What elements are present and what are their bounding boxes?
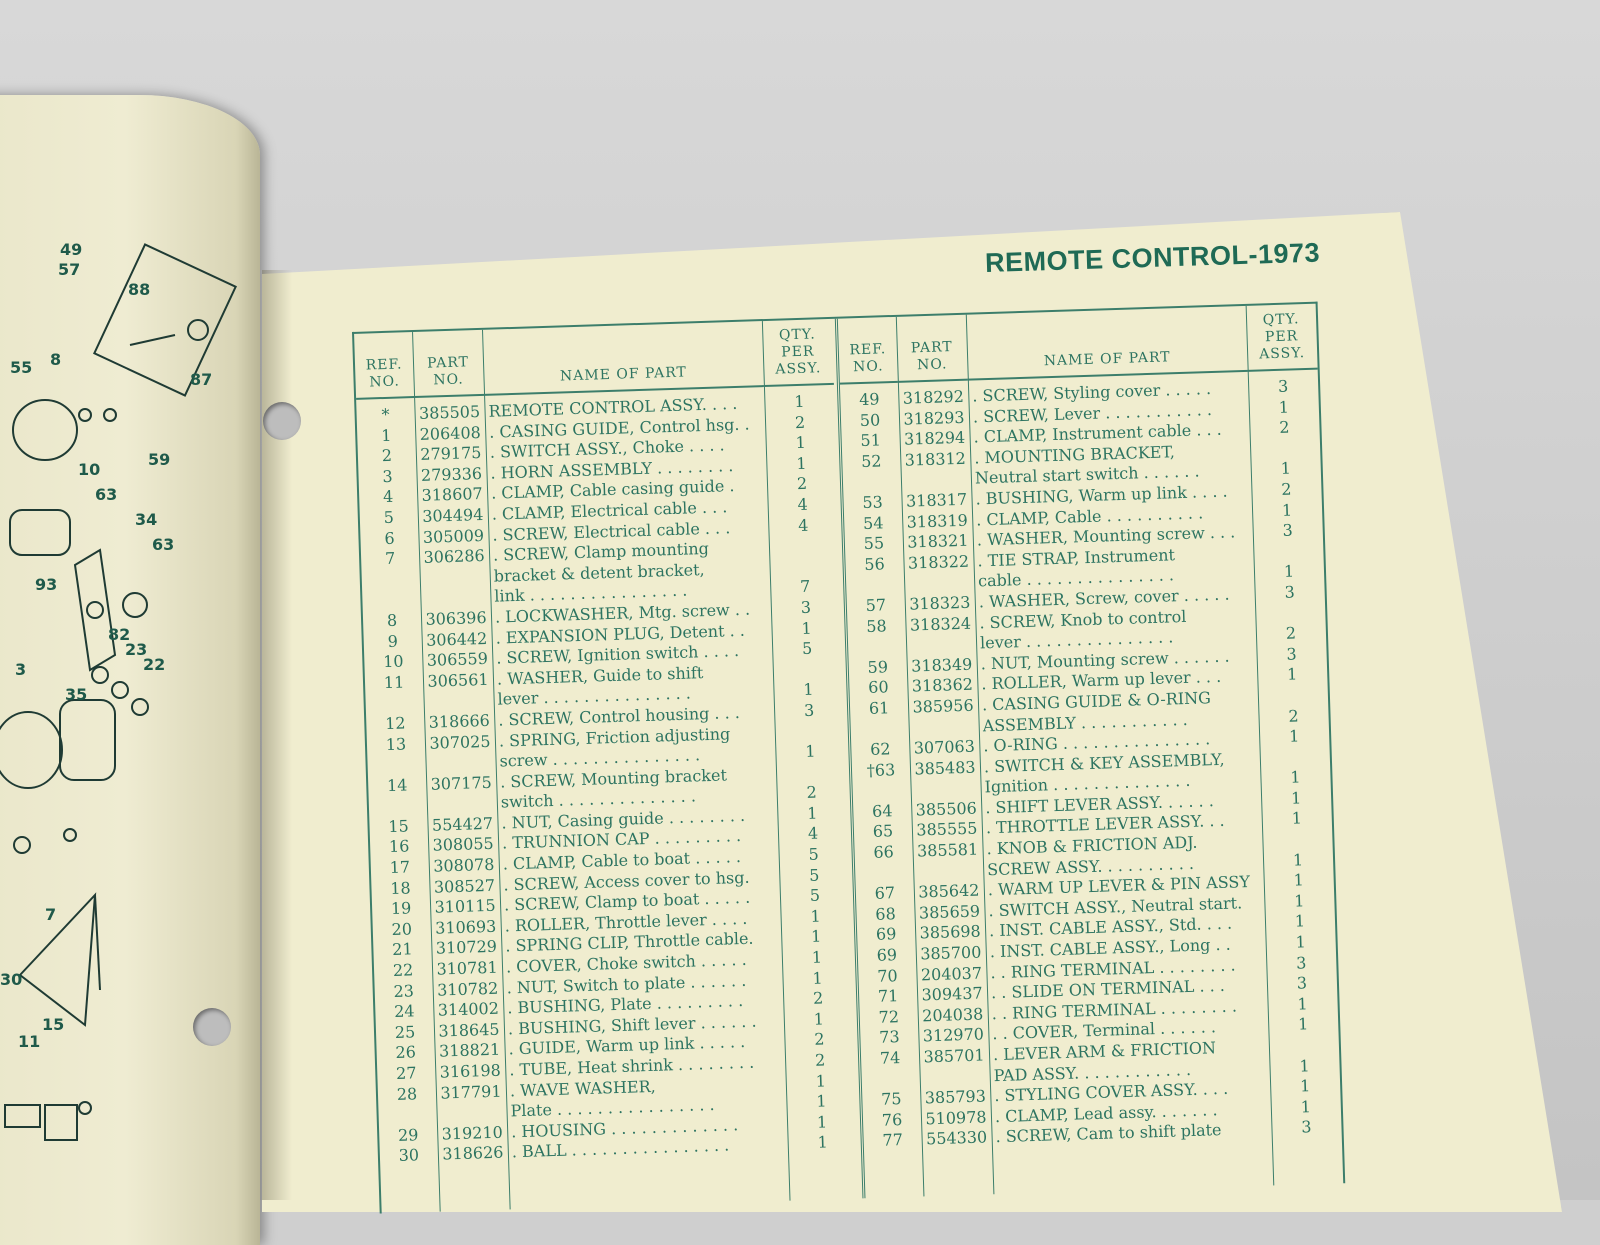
parts-table-left-half	[354, 319, 862, 1214]
part-name-cell: . TUBE, Heat shrink . . . . . . . .	[508, 1052, 755, 1080]
ref-no-cell: 18	[390, 878, 411, 898]
qty-cell: 3	[1286, 644, 1297, 664]
part-name-cell: REMOTE CONTROL ASSY. . . .	[488, 393, 738, 421]
ref-no-cell: 71	[877, 986, 899, 1006]
qty-cell: 3	[800, 597, 812, 617]
qty-cell: 3	[1284, 582, 1296, 602]
part-name-cell: . SPRING, Friction adjusting	[498, 723, 731, 751]
ref-no-cell: 61	[868, 698, 890, 718]
qty-cell: 2	[796, 474, 808, 494]
part-no-cell: 206408	[419, 422, 482, 444]
qty-cell: 1	[1293, 891, 1305, 911]
diagram-label: 23	[125, 640, 148, 659]
part-no-cell: 310693	[434, 916, 497, 938]
part-name-cell: . BUSHING, Warm up link . . . .	[975, 481, 1228, 509]
part-name-cell: . CLAMP, Cable casing guide .	[490, 476, 735, 504]
part-name-cell: . SWITCH & KEY ASSEMBLY,	[983, 749, 1225, 777]
ref-no-cell: 74	[879, 1048, 901, 1068]
qty-cell: 3	[1295, 952, 1307, 973]
ref-no-cell: 54	[862, 512, 884, 533]
qty-cell: 2	[794, 412, 806, 432]
ref-no-cell: 20	[391, 919, 413, 939]
part-no-cell: 318292	[902, 386, 965, 408]
qty-cell: 1	[816, 1091, 827, 1111]
qty-cell: 1	[812, 968, 823, 988]
ref-no-cell: 49	[858, 389, 880, 410]
qty-cell: 4	[797, 515, 809, 535]
qty-cell: 3	[1282, 520, 1294, 540]
qty-cell: 2	[814, 1029, 825, 1050]
part-no-cell: 317791	[440, 1081, 502, 1103]
part-name-cell: . CASING GUIDE & O-RING	[981, 688, 1212, 715]
header-ref-no: REF. NO.	[838, 317, 898, 385]
part-no-cell: 318666	[428, 710, 491, 732]
part-no-cell: 385659	[918, 901, 981, 923]
diagram-label: 35	[65, 685, 88, 704]
ref-no-cell: 2	[381, 445, 393, 466]
left-rows	[356, 391, 861, 1168]
qty-cell: 1	[1290, 788, 1302, 808]
ref-no-cell: 9	[387, 631, 399, 651]
diagram-label: 63	[152, 535, 175, 554]
part-no-cell: 385793	[924, 1086, 987, 1108]
qty-cell: 1	[811, 947, 823, 967]
qty-cell: 1	[1280, 458, 1292, 479]
diagram-label: 11	[18, 1032, 41, 1051]
qty-cell: 1	[801, 618, 812, 638]
ref-no-cell: 15	[388, 816, 410, 836]
part-name-cell: Neutral start switch . . . . . .	[974, 461, 1200, 488]
ref-no-cell: 72	[878, 1006, 900, 1027]
ref-no-cell: 55	[863, 533, 885, 554]
ref-no-cell: 73	[878, 1027, 900, 1048]
ref-no-cell: 66	[873, 842, 895, 862]
ref-no-cell: 67	[874, 883, 896, 904]
qty-cell: 1	[1278, 397, 1290, 417]
part-no-cell: 318294	[903, 427, 966, 449]
part-name-cell: . NUT, Switch to plate . . . . . .	[506, 970, 747, 998]
parts-table	[352, 302, 1345, 1214]
part-name-cell: SCREW ASSY. . . . . . . . . .	[986, 853, 1195, 879]
part-no-cell: 306286	[423, 546, 485, 567]
part-no-cell: 318317	[905, 489, 968, 511]
qty-cell: 1	[805, 741, 816, 762]
ref-no-cell: 13	[385, 733, 407, 754]
part-name-cell: . SCREW, Control housing . . .	[497, 702, 741, 730]
part-name-cell: . MOUNTING BRACKET,	[973, 441, 1176, 468]
part-name-cell: switch . . . . . . . . . . . . . .	[500, 786, 697, 812]
ref-no-cell: 68	[875, 904, 897, 924]
qty-cell: 1	[810, 926, 822, 947]
part-no-cell: 305009	[422, 525, 485, 547]
header-ref-no: REF. NO.	[354, 332, 414, 400]
diagram-label: 93	[35, 575, 58, 594]
qty-cell: 1	[810, 906, 821, 926]
ref-no-cell: 16	[388, 836, 410, 857]
ref-no-cell: 58	[866, 615, 887, 636]
part-name-cell: . BALL . . . . . . . . . . . . . . . .	[511, 1135, 730, 1162]
ref-no-cell: 77	[882, 1130, 904, 1151]
ref-no-cell: 57	[865, 595, 887, 615]
part-name-cell: . COVER, Choke switch . . . . .	[505, 949, 747, 977]
part-name-cell: . EXPANSION PLUG, Detent . .	[495, 620, 746, 648]
part-name-cell: . . RING TERMINAL . . . . . . . .	[990, 955, 1236, 982]
ref-no-cell: 19	[390, 898, 412, 919]
part-no-cell: 306442	[425, 628, 488, 650]
part-no-cell: 310782	[436, 978, 499, 1000]
part-no-cell: 318319	[906, 510, 969, 532]
ref-no-cell: 28	[396, 1083, 418, 1104]
part-no-cell: 312970	[922, 1024, 985, 1046]
ref-no-cell: 8	[386, 610, 398, 630]
part-no-cell: 204038	[921, 1004, 984, 1026]
part-no-cell: 554427	[431, 813, 494, 835]
part-no-cell: 304494	[421, 504, 484, 526]
qty-cell: 2	[812, 988, 824, 1009]
ref-no-cell: †63	[866, 759, 896, 780]
ref-no-cell: 27	[395, 1063, 417, 1083]
ref-no-cell: 5	[383, 507, 395, 528]
part-name-cell: . ROLLER, Throttle lever . . . .	[504, 908, 748, 936]
qty-cell: 1	[795, 432, 807, 453]
diagram-label: 59	[148, 450, 171, 469]
qty-cell: 4	[807, 824, 819, 844]
part-no-cell: 385700	[919, 942, 982, 964]
qty-cell: 3	[803, 700, 815, 720]
qty-cell: 3	[1296, 973, 1308, 993]
qty-cell: 5	[809, 885, 821, 906]
part-no-cell: 318293	[903, 407, 965, 429]
diagram-label: 3	[15, 660, 27, 679]
part-no-cell: 279336	[420, 463, 483, 485]
qty-cell: 2	[1288, 705, 1299, 726]
diagram-label: 15	[42, 1015, 65, 1034]
qty-cell: 1	[1294, 911, 1306, 932]
qty-cell: 1	[1288, 726, 1300, 746]
binder-hole	[193, 1008, 231, 1046]
qty-cell: 2	[814, 1050, 826, 1070]
qty-cell: 1	[1300, 1097, 1312, 1117]
part-name-cell: . WARM UP LEVER & PIN ASSY	[987, 872, 1251, 900]
ref-no-cell: 53	[862, 492, 884, 512]
part-name-cell: . SPRING CLIP, Throttle cable.	[505, 929, 754, 956]
part-name-cell: . TIE STRAP, Instrument	[977, 544, 1176, 571]
ref-no-cell: 76	[881, 1109, 903, 1130]
part-name-cell: . INST. CABLE ASSY., Long . .	[989, 934, 1231, 962]
qty-cell: 1	[1292, 850, 1304, 870]
part-name-cell: . HOUSING . . . . . . . . . . . . .	[510, 1115, 739, 1142]
diagram-label: 7	[45, 905, 57, 924]
ref-no-cell: 24	[393, 1001, 415, 1022]
ref-no-cell: 12	[384, 713, 406, 734]
header-name-of-part: NAME OF PART	[482, 321, 764, 396]
part-no-cell: 319210	[441, 1122, 504, 1144]
qty-cell: 2	[1281, 479, 1292, 499]
ref-no-cell: 52	[860, 451, 882, 471]
qty-cell: 1	[1299, 1076, 1311, 1096]
part-name-cell: . INST. CABLE ASSY., Std. . . .	[988, 914, 1233, 941]
part-no-cell: 385698	[919, 921, 981, 943]
part-name-cell: Ignition . . . . . . . . . . . . . .	[984, 771, 1191, 797]
part-name-cell: . BUSHING, Shift lever . . . . . .	[507, 1011, 757, 1039]
part-name-cell: . LEVER ARM & FRICTION	[992, 1038, 1217, 1065]
part-name-cell: lever . . . . . . . . . . . . . . .	[497, 683, 692, 709]
part-no-cell: 306396	[425, 607, 487, 629]
part-no-cell: 318322	[907, 551, 970, 573]
qty-cell: 3	[1301, 1117, 1312, 1137]
part-name-cell: . WAVE WASHER,	[509, 1076, 656, 1100]
part-name-cell: PAD ASSY. . . . . . . . . . . .	[993, 1059, 1192, 1085]
ref-no-cell: 62	[869, 739, 891, 759]
qty-cell: 1	[795, 453, 807, 473]
part-no-cell: 308055	[432, 834, 494, 856]
ref-no-cell: 50	[859, 410, 881, 430]
qty-cell: 5	[801, 638, 813, 659]
part-name-cell: . WASHER, Screw, cover . . . . .	[978, 584, 1230, 612]
part-no-cell: 385555	[916, 819, 978, 840]
part-name-cell: lever . . . . . . . . . . . . . . .	[979, 627, 1174, 653]
header-part-no: PART NO.	[412, 330, 484, 398]
part-name-cell: . KNOB & FRICTION ADJ.	[986, 832, 1198, 859]
qty-cell: 3	[1277, 376, 1289, 396]
part-name-cell: . O-RING . . . . . . . . . . . . . . .	[983, 729, 1211, 756]
ref-no-cell: 7	[384, 548, 396, 569]
qty-cell: 2	[1285, 623, 1297, 643]
part-no-cell: 308527	[433, 875, 496, 897]
part-name-cell: . TRUNNION CAP . . . . . . . . .	[501, 826, 742, 853]
diagram-label: 22	[143, 655, 166, 674]
part-name-cell: cable . . . . . . . . . . . . . . .	[977, 565, 1175, 591]
part-name-cell: . SHIFT LEVER ASSY. . . . . .	[984, 791, 1215, 818]
part-no-cell: 318607	[421, 484, 483, 506]
qty-cell: 5	[808, 844, 820, 864]
part-no-cell: 385701	[923, 1045, 985, 1067]
qty-cell: 1	[794, 391, 805, 412]
ref-no-cell: 70	[877, 965, 898, 986]
part-no-cell: 310115	[434, 895, 496, 917]
part-name-cell: . . SLIDE ON TERMINAL . . .	[990, 976, 1226, 1003]
part-no-cell: 307175	[430, 772, 493, 794]
part-name-cell: Plate . . . . . . . . . . . . . . . .	[510, 1095, 715, 1121]
part-name-cell: . STYLING COVER ASSY. . . .	[994, 1079, 1229, 1106]
qty-cell: 1	[1281, 500, 1293, 520]
part-name-cell: . SCREW, Styling cover . . . . .	[972, 379, 1212, 406]
ref-no-cell: 23	[393, 980, 415, 1001]
part-name-cell: . CLAMP, Instrument cable . . .	[973, 419, 1223, 447]
part-no-cell: 385506	[915, 798, 978, 820]
part-no-cell: 318626	[442, 1142, 504, 1164]
part-no-cell: 279175	[420, 443, 482, 465]
part-name-cell: . SCREW, Lever . . . . . . . . . . .	[972, 399, 1213, 427]
part-name-cell: . SCREW, Ignition switch . . . .	[496, 641, 740, 668]
part-name-cell: . THROTTLE LEVER ASSY. . .	[985, 811, 1225, 838]
diagram-label: 88	[128, 280, 151, 299]
part-name-cell: . ROLLER, Warm up lever . . .	[981, 667, 1222, 694]
part-no-cell: 318321	[907, 530, 969, 552]
part-no-cell: 385505	[418, 401, 481, 423]
qty-cell: 1	[1295, 932, 1307, 952]
qty-cell: 1	[813, 1009, 825, 1029]
ref-no-cell: 65	[872, 821, 894, 842]
part-no-cell: 385642	[918, 880, 980, 902]
ref-no-cell: 60	[867, 677, 889, 698]
diagram-label: 10	[78, 460, 101, 479]
part-name-cell: . SCREW, Knob to control	[979, 606, 1187, 632]
qty-cell: 2	[806, 782, 818, 803]
qty-cell: 1	[1286, 664, 1298, 685]
ref-no-cell: 14	[386, 775, 408, 795]
ref-no-cell: 64	[871, 801, 893, 821]
part-name-cell: screw . . . . . . . . . . . . . . .	[499, 745, 701, 771]
ref-no-cell: 1	[380, 425, 392, 445]
qty-cell: 1	[1297, 1014, 1309, 1034]
part-no-cell: 318323	[908, 592, 971, 614]
part-no-cell: 318362	[911, 674, 974, 696]
part-no-cell: 318645	[438, 1019, 500, 1041]
ref-no-cell: 56	[864, 554, 886, 574]
part-no-cell: 310781	[436, 957, 498, 979]
ref-no-cell: 22	[392, 960, 414, 981]
qty-cell: 1	[816, 1112, 828, 1132]
qty-cell: 1	[1299, 1055, 1310, 1076]
qty-cell: 1	[1293, 870, 1305, 890]
part-no-cell: 307063	[913, 736, 976, 758]
qty-cell: 1	[1291, 808, 1303, 829]
page-title: REMOTE CONTROL-1973	[984, 237, 1321, 279]
part-name-cell: . CASING GUIDE, Control hsg. .	[488, 414, 750, 442]
part-no-cell: 306561	[427, 669, 489, 691]
diagram-label: 82	[108, 625, 131, 644]
part-name-cell: . LOCKWASHER, Mtg. screw . .	[494, 599, 751, 627]
part-name-cell: . HORN ASSEMBLY . . . . . . . .	[490, 455, 734, 483]
part-no-cell: 204037	[920, 963, 983, 985]
qty-cell: 1	[806, 803, 818, 823]
ref-no-cell: 25	[394, 1022, 416, 1042]
part-name-cell: . SCREW, Mounting bracket	[499, 765, 728, 792]
part-no-cell: 318324	[909, 613, 972, 635]
qty-cell: 1	[1290, 767, 1301, 787]
part-no-cell: 310729	[435, 937, 498, 959]
part-name-cell: . BUSHING, Plate . . . . . . . . .	[507, 991, 744, 1018]
qty-cell: 7	[799, 577, 811, 597]
part-name-cell: . CLAMP, Cable to boat . . . . .	[502, 847, 742, 874]
part-name-cell: . CLAMP, Electrical cable . . .	[491, 497, 728, 524]
ref-no-cell: 3	[382, 466, 393, 486]
ref-no-cell: 69	[875, 924, 897, 945]
ref-no-cell: 30	[398, 1145, 420, 1166]
ref-no-cell: 6	[384, 528, 395, 548]
part-name-cell: . SCREW, Clamp to boat . . . . .	[503, 887, 751, 915]
header-qty-per-assy: QTY. PER ASSY.	[1246, 304, 1318, 372]
qty-cell: 1	[815, 1071, 827, 1091]
part-no-cell: 318349	[910, 654, 973, 676]
part-no-cell: 385956	[912, 695, 974, 717]
right-rows	[840, 376, 1342, 1153]
qty-cell: 2	[1279, 417, 1290, 438]
part-name-cell: . . RING TERMINAL . . . . . . . .	[991, 996, 1238, 1024]
diagram-label: 55	[10, 358, 33, 377]
part-no-cell: 314002	[437, 998, 500, 1020]
qty-cell: 1	[817, 1132, 829, 1153]
part-name-cell: . GUIDE, Warm up link . . . . .	[508, 1032, 746, 1059]
part-name-cell: bracket & detent bracket,	[493, 559, 705, 586]
part-name-cell: . WASHER, Mounting screw . . .	[976, 522, 1236, 550]
ref-no-cell: 75	[880, 1089, 902, 1109]
part-no-cell: 307025	[429, 731, 491, 753]
part-name-cell: . SWITCH ASSY., Neutral start.	[988, 893, 1243, 921]
part-no-cell: 318312	[904, 448, 967, 470]
part-no-cell: 306559	[426, 648, 489, 670]
part-name-cell: . SCREW, Clamp mounting	[492, 539, 710, 565]
ref-no-cell: 4	[382, 487, 394, 507]
ref-no-cell: 29	[397, 1125, 419, 1145]
qty-cell: 1	[1283, 561, 1295, 582]
ref-no-cell: 26	[395, 1042, 417, 1063]
part-name-cell: . SCREW, Electrical cable . . .	[492, 517, 731, 545]
ref-no-cell: *	[381, 404, 390, 425]
part-name-cell: . NUT, Casing guide . . . . . . . .	[501, 805, 746, 833]
diagram-label: 30	[0, 970, 23, 989]
diagram-label: 87	[190, 370, 213, 389]
qty-cell: 1	[803, 679, 814, 700]
part-no-cell: 309437	[921, 983, 983, 1005]
ref-no-cell: 11	[383, 672, 405, 692]
part-name-cell: . SCREW, Access cover to hsg.	[503, 867, 750, 895]
header-part-no: PART NO.	[896, 315, 968, 383]
part-no-cell: 318821	[438, 1040, 501, 1061]
part-name-cell: ASSEMBLY . . . . . . . . . . .	[982, 709, 1188, 735]
binder-hole	[263, 402, 301, 440]
part-name-cell: . NUT, Mounting screw . . . . . .	[980, 646, 1230, 674]
part-no-cell: 316198	[439, 1060, 502, 1082]
ref-no-cell: 17	[389, 857, 411, 878]
qty-cell: 4	[797, 494, 809, 515]
part-name-cell: . CLAMP, Cable . . . . . . . . . .	[975, 502, 1204, 530]
part-name-cell: . SCREW, Cam to shift plate	[995, 1120, 1222, 1147]
part-no-cell: 308078	[432, 854, 495, 876]
qty-cell: 1	[1297, 994, 1308, 1014]
ref-no-cell: 21	[391, 939, 413, 960]
parts-table-right-half	[835, 304, 1343, 1199]
part-name-cell: . CLAMP, Lead assy. . . . . . .	[994, 1099, 1218, 1126]
ref-no-cell: 59	[867, 657, 889, 677]
parts-list-sheet	[350, 238, 1349, 1208]
part-name-cell: . WASHER, Guide to shift	[496, 662, 704, 689]
header-name-of-part: NAME OF PART	[966, 306, 1248, 381]
part-no-cell: 385581	[916, 839, 979, 861]
ref-no-cell: 10	[382, 651, 404, 672]
part-name-cell: . SWITCH ASSY., Choke . . . .	[489, 435, 725, 462]
ref-no-cell: 69	[876, 945, 898, 965]
part-name-cell: link . . . . . . . . . . . . . . . .	[494, 580, 688, 606]
part-no-cell: 510978	[925, 1107, 987, 1129]
qty-cell: 5	[808, 865, 820, 885]
diagram-label: 57	[58, 260, 81, 279]
part-no-cell: 385483	[914, 757, 976, 779]
header-qty-per-assy: QTY. PER ASSY.	[762, 319, 834, 387]
part-name-cell: . . COVER, Terminal . . . . . .	[992, 1017, 1217, 1044]
diagram-label: 49	[60, 240, 83, 259]
diagram-label: 34	[135, 510, 158, 529]
part-no-cell: 554330	[925, 1127, 988, 1149]
ref-no-cell: 51	[860, 430, 882, 451]
diagram-label: 8	[50, 350, 62, 369]
diagram-label: 63	[95, 485, 118, 504]
